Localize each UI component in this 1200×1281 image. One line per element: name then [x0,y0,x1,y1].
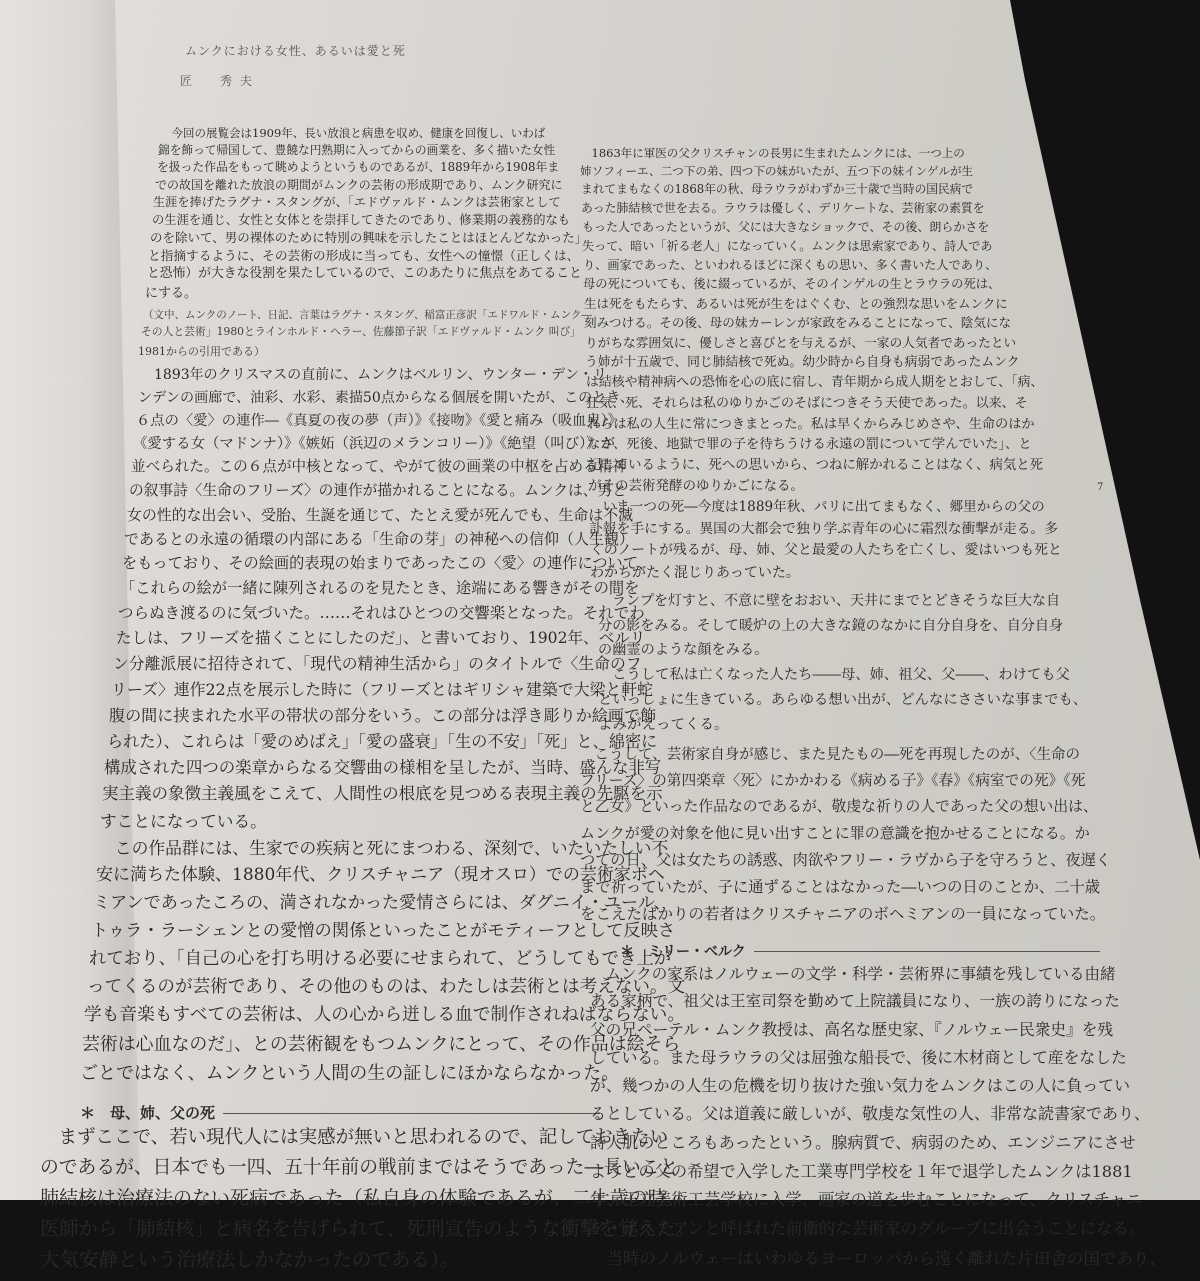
section-heading-text: ＊ 母、姉、父の死 [80,1103,216,1122]
text-line: ムンクが愛の対象を他に見い出すことに罪の意識を抱かせることになる。か [580,824,1090,843]
text-line: をもっており、その絵画的表現の始まりであったこの〈愛〉の連作について、 [122,554,653,573]
text-line: の生涯を通じ、女性と女体とを崇拝してきたのであり、修業期の義務的なも [152,212,571,227]
text-line: のを除いて、男の裸体のために特別の興味を示したことはほとんどなかった」 [150,229,588,245]
text-line: ってくるのが芸術であり、その他のものは、わたしは芸術とは考えない。文 [87,976,686,997]
heading-rule [223,1113,600,1114]
text-line: こうして、芸術家自身が感じ、また見たもの―死を再現したのが、〈生命の [594,746,1080,763]
text-line: う姉が十五歳で、同じ肺結核で死ぬ。幼少時から自身も病弱であったムンク [585,354,1020,370]
text-line: を扱った作品をもって眺めようというものであるが、1889年から1908年ま [157,159,560,174]
text-line: 生は死をもたらす、あるいは死が生をはぐくむ、との強烈な思いをムンクに [584,295,1008,311]
text-line: 構成された四つの楽章からなる交響曲の様相を呈したが、当時、盛んな非写 [104,757,662,777]
text-line: つての日、父は女たちの誘惑、肉欲やフリー・ラヴから子を守ろうと、夜遅く [580,850,1111,869]
text-line: れており、「自己の心を打ち明ける必要にせまられて、どうしてもでき上が [89,948,672,969]
text-line: 1981からの引用である） [138,344,265,358]
text-line: 狂気、死、それらは私のゆりかごのそばにつきそう天使であった。以来、そ [586,396,1028,412]
text-line: での故国を離れた放浪の期間がムンクの芸術の形成期であり、ムンク研究に [155,177,563,192]
text-line: ンデンの画廊で、油彩、水彩、素描50点からなる個展を開いたが、このとき、 [138,389,634,406]
text-line: 母の死についても、後に綴っているが、そのインゲルの生とラウラの死は、 [583,277,1001,292]
text-line: 1863年に軍医の父クリスチャンの長男に生まれたムンクには、一つ上の [591,146,965,160]
text-line: すことになっている。 [100,811,267,832]
text-line: トゥラ・ラーシェンとの愛憎の関係といったことがモティーフとして反映さ [91,920,676,941]
text-line: の幽霊のような顔をみる。 [598,642,769,659]
text-line: ランプを灯すと、不意に壁をおおい、天井にまでとどきそうな巨大な自 [612,593,1060,610]
text-line: りがちな雰囲気に、優しさと喜びとを与えるが、一家の人気者であったとい [585,334,1017,350]
text-line: つらぬき渡るのに気づいた。……それはひとつの交響楽となった。それでわ [118,603,645,622]
text-line: ン分離派展に招待されて、「現代の精神生活から」のタイトルで〈生命のフ [113,654,642,674]
text-line: わかちがたく混じりあっていた。 [590,565,800,582]
text-line: のであるが、日本でも一四、五十年前の戦前まではそうであった―長いこと [40,1156,679,1178]
running-title: ムンクにおける女性、あるいは愛と死 [185,44,406,58]
section2-text [580,964,1166,1280]
text-line: 刻みつける。その後、母の妹カーレンが家政をみることになって、陰気にな [584,315,1012,331]
text-line: といっしょに生きている。あらゆる想い出が、どんなにささいな事までも、 [598,692,1088,709]
text-line: ６点の〈愛〉の連作―《真夏の夜の夢（声）》《接吻》《愛と痛み（吸血鬼）》 [136,412,623,429]
text-line: るとしている。父は道義に厳しいが、敬虔な気性の人、非常な読書家であり、 [590,1104,1151,1124]
text-line: 錦を飾って帰国して、豊饒な円熟期に入ってからの画業を、多く描いた女性 [158,142,556,157]
intro-paragraph [40,128,600,306]
text-line: と乙女》といった作品なのであるが、敬虔な祈りの人であった父の想い出は、 [580,797,1098,815]
text-line: 学も音楽もすべての芸術は、人の心から迸しる血で制作されねばならない。 [84,1005,686,1026]
text-line: 訃報を手にする。異国の大都会で独り学ぶ青年の心に霜烈な衝撃が走る。多 [589,520,1059,537]
text-line: 1893年のクリスマスの直前に、ムンクはベルリン、ウンター・デン・リ [154,367,607,384]
text-line: にする。 [145,285,198,301]
text-line: ミアンであったころの、満されなかった愛情さらには、ダグニイ・ユール、 [93,892,671,913]
right-column [580,146,1166,1280]
text-line: この作品群には、生家での疾病と死にまつわる、深刻で、いたいたしい不 [114,838,669,859]
text-line: 分の影をみる。そして暖炉の上の大きな鏡のなかに自分自身を、自分自身 [598,617,1064,634]
text-line: している。また母ラウラの父は屈強な船長で、後に木材商として産をなした [590,1047,1127,1067]
text-line: まれてまもなくの1868年の秋、母ラウラがわずか三十歳で当時の国民病で [581,182,974,197]
text-line: 腹の間に挟まれた水平の帯状の部分をいう。この部分は浮き彫りか絵画で飾 [109,705,657,725]
munch-quote [580,594,1100,744]
text-line: 生涯を捧げたラグナ・スタングが、「エドヴァルド・ムンクは芸術家として [153,195,561,210]
text-line: ムンクの家系はノルウェーの文学・科学・芸術界に事績を残している由緒 [605,964,1116,983]
text-line: 失って、暗い「祈る老人」になっていく。ムンクは思索家であり、詩人であ [582,239,993,254]
text-line: 《愛する女（マドンナ）》《嫉妬（浜辺のメランコリー）》《絶望（叫び）》が [133,436,616,453]
text-line: 記しているように、死への思いから、つねに解かれることはなく、病気と死 [588,458,1044,474]
text-line: 姉ソフィーエ、二つ下の弟、四つ下の妹がいたが、五つ下の妹インゲルが生 [580,164,974,179]
text-line: ごとではなく、ムンクという人間の生の証しにほかならなかった。 [80,1062,620,1084]
text-line: ア・ボヘミアンと呼ばれた前衛的な芸術家のグループに出会うことになる。 [590,1219,1146,1239]
text-line: 年、王立美術工芸学校に入学、画家の道を歩むことになって、クリスチャニ [590,1190,1143,1210]
text-line: まずここで、若い現代人には実感が無いと思われるので、記しておきたい [58,1126,669,1148]
text-line: 当時のノルウェーはいわゆるヨーロッパから遠く離れた片田舎の国であり、 [606,1248,1166,1268]
text-line: リーズ〉連作22点を展示した時に（フリーズとはギリシャ建築で大梁と軒蛇 [111,679,654,699]
text-line: 父の兄ペーテル・ムンク教授は、高名な歴史家、『ノルウェー民衆史』を残 [590,1020,1114,1040]
text-line: 「これらの絵が一緒に陳列されるのを見たとき、途端にある響きがその間を [120,579,640,598]
text-line: 肺結核は治療法のない死病であった（私自身の体験であるが、二十歳の時、 [40,1186,686,1209]
text-line: まで祈っていたが、子に通ずることはなかった―いつの日のことか、二十歳 [580,877,1101,896]
text-line: と恐怖）が大きな役割を果たしているので、このあたりに焦点をあてること [147,266,582,282]
text-line: られた）、これらは「愛のめばえ」「愛の盛衰」「生の不安」「死」と、綿密に [107,731,658,751]
text-line: よみがえってくる。 [598,717,729,734]
text-line: たしは、フリーズを描くことにしたのだ」、と書いており、1902年、ベルリ [116,628,646,647]
text-line: は結核や精神病への恐怖を心の底に宿し、青年期から成人期をとおして、「病、 [586,374,1044,390]
text-line: の叙事詩〈生命のフリーズ〉の連作が描かれることになる。ムンクは、男と [129,482,627,500]
text-line: 安に満ちた体験、1880年代、クリスチャニア（現オスロ）での芸術家ボヘ [96,865,665,886]
text-line: くのノートが残るが、母、姉、父と最愛の人たちを亡くし、愛はいつも死と [590,542,1062,559]
text-line: り、画家であった、といわれるほどに深くもの思い、多く書いた人であり、 [583,258,998,273]
text-line: フリーズ〉の第四楽章〈死〉にかかわる《病める子》《春》《病室での死》《死 [580,771,1086,789]
text-line: その人と芸術」1980とラインホルド・ヘラー、佐藤節子訳「エドヴァルド・ムンク 叫び」 [141,325,582,339]
section-heading-text: ＊ ミリー・ベルク [620,943,746,960]
text-line: なさ、死後、地獄で罪の子を待ちうける永遠の罰について学んでいた」、と [587,437,1032,453]
text-line: れらは私の人生に常につきまとった。私は早くからみじめさや、生命のはか [587,416,1035,432]
section-heading-milly-berg [620,941,1100,961]
text-line: が、幾つかの人生の危機を切り抜けた強い気力をムンクはこの人に負ってい [590,1076,1130,1096]
text-line: 今回の展覧会は1909年、長い放浪と病患を収め、健康を回復し、いわば [171,126,546,140]
text-line: （文中、ムンクのノート、日記、言葉はラグナ・スタング、稲富正彦訳「エドワルド・ムンク― [143,308,592,321]
text-line: 芸術は心血なのだ」、との芸術観をもつムンクにとって、その作品は絵そら [82,1033,681,1055]
text-line: 大気安静という治療法しかなかったのである）。 [40,1247,460,1271]
text-line: がその芸術発酵のゆりかごになる。 [588,478,804,495]
text-line: ようとの父の希望で入学した工業専門学校を１年で退学したムンクは1881 [590,1161,1133,1181]
right-paragraph-b [580,746,1111,935]
text-line: 並べられた。この６点が中核となって、やがて彼の画業の中枢を占める精神 [131,458,627,476]
text-line: あった肺結核で世を去る。ラウラは優しく、デリケートな、芸術家の素質を [581,200,985,215]
section1-text [40,1126,696,1281]
text-line: 詩人肌のところもあったという。腺病質で、病弱のため、エンジニアにさせ [590,1132,1136,1152]
text-line: 女の性的な出会い、受胎、生誕を通じて、たとえ愛が死んでも、生命は不滅 [127,505,633,524]
text-line: もった人であったというが、父には大きなショックで、その後、朗らかさを [582,220,990,235]
text-line: をこえたばかりの若者はクリスチャニアのボヘミアンの一員になっていた。 [580,905,1106,924]
right-paragraph-a [580,148,1100,588]
text-line: と指摘するように、その芸術の形成に当っても、女性への憧憬（正しくは、 [148,247,580,263]
page-number: 7 [1097,482,1104,493]
text-line: 医師から「肺結核」と病名を告げられて、死刑宣告のような衝撃を覚えた。 [40,1216,696,1240]
citation-note [40,310,600,365]
text-line: ある家柄で、祖父は王室司祭を勤めて上院議員になり、一族の誇りになった [590,992,1120,1011]
text-line: 実主義の象徴主義風をこえて、人間性の根底を見つめる表現主義の先駆を示 [102,784,663,804]
text-line: いま一つの死―今度は1889年秋、パリに出てまもなく、郷里からの父の [602,499,1045,516]
author-name: 匠 秀夫 [180,74,261,88]
text-line: こうして私は亡くなった人たち――母、姉、祖父、父――、わけても父 [612,667,1070,684]
heading-rule [754,951,1100,952]
section-heading-mother-sister-father [80,1102,600,1123]
text-line: であるとの永遠の循環の内部にある「生命の芽」の神秘への信仰（人生観） [124,530,635,549]
